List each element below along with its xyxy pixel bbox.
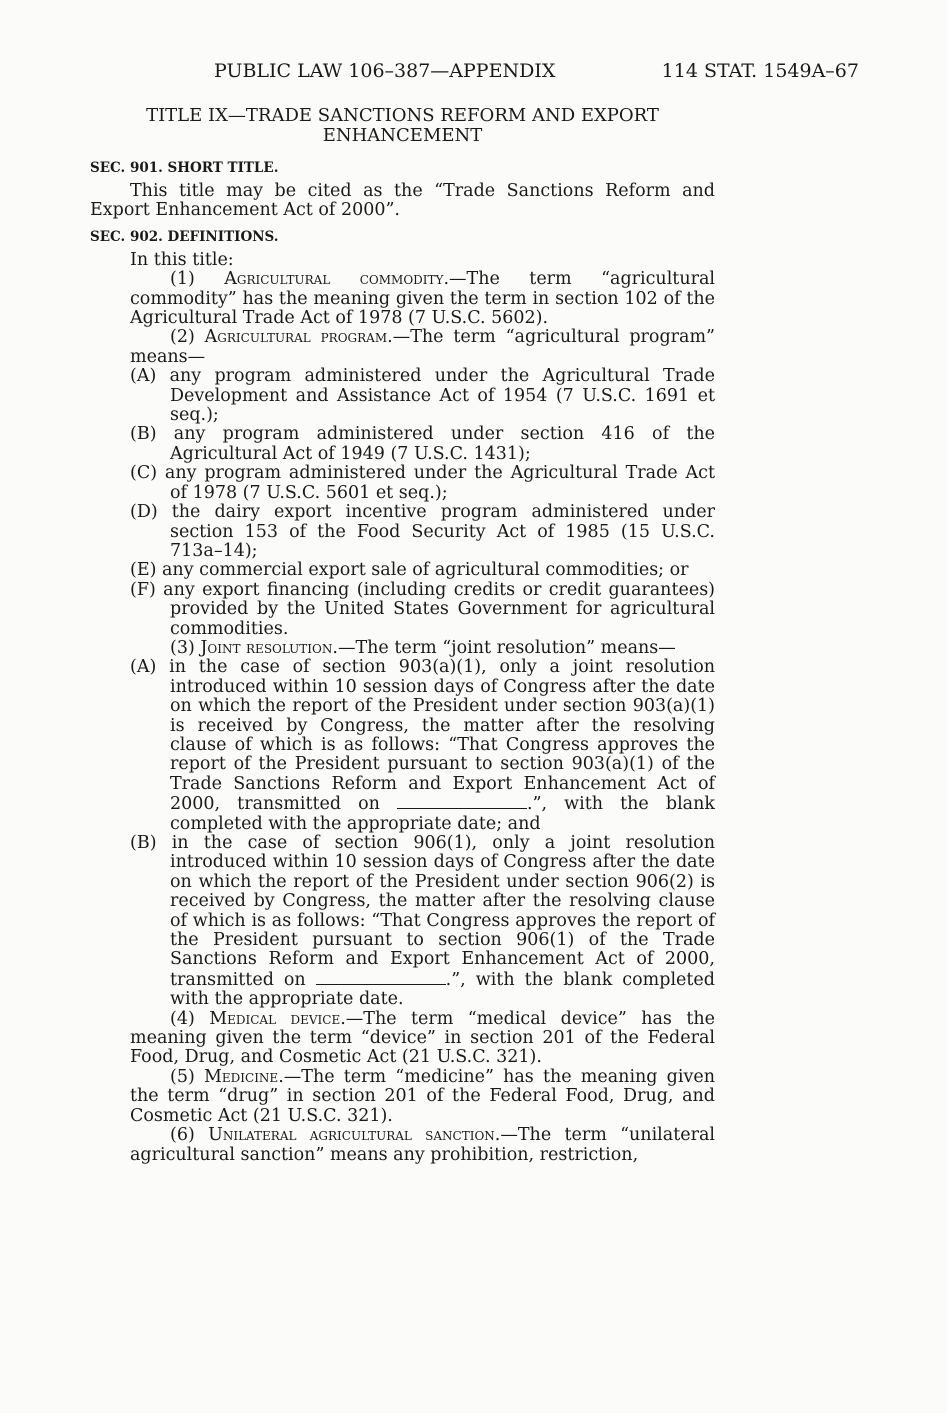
title-line-2: ENHANCEMENT <box>322 125 483 146</box>
definition-3: (3) Joint resolution.—The term “joint resolution” means— <box>170 637 676 658</box>
definition-2: (2) Agricultural program.—The term “agricultural program” means— <box>130 327 715 367</box>
definition-term: Medical device. <box>209 1008 346 1029</box>
definition-6: (6) Unilateral agricultural sanction.—The term “unilateral agricultural sanction” means any prohibition, restriction, <box>130 1125 715 1165</box>
definition-2-B: (B) any program administered under section 416 of the Agricultural Act of 1949 (7 U.S.C. 1431); <box>130 424 715 464</box>
definition-1: (1) Agricultural commodity.—The term “agricultural commodity” has the meaning given the term in section 102 of the Agricultural Trade Act of 1978 (7 U.S.C. 5602). <box>130 269 715 329</box>
definition-4: (4) Medical device.—The term “medical device” has the meaning given the term “device” in section 201 of the Federal Food, Drug, and Cosmetic Act (21 U.S.C. 321). <box>130 1008 715 1068</box>
definition-5: (5) Medicine.—The term “medicine” has the meaning given the term “drug” in section 201 of the Federal Food, Drug, and Cosmetic Act (21 U.S.C. 321). <box>130 1066 715 1126</box>
definition-2-A: (A) any program administered under the Agricultural Trade Development and Assistance Act of 1954 (7 U.S.C. 1691 et seq.); <box>130 366 715 426</box>
definition-2-D: (D) the dairy export incentive program administered under section 153 of the Food Security Act of 1985 (15 U.S.C. 713a–14); <box>130 502 715 561</box>
law-citation: PUBLIC LAW 106–387—APPENDIX <box>214 60 556 82</box>
definition-term: Medicine. <box>203 1066 284 1087</box>
definition-2-C: (C) any program administered under the Agricultural Trade Act of 1978 (7 U.S.C. 5601 et seq.); <box>130 463 715 503</box>
definition-2-E: (E) any commercial export sale of agricultural commodities; or <box>130 560 689 581</box>
definition-term: Agricultural program. <box>204 327 393 348</box>
definition-term: Unilateral agricultural sanction. <box>208 1125 501 1146</box>
definition-3-A: (A) in the case of section 903(a)(1), only a joint resolution introduced within 10 session days of Congress after the date on which the report of the President under section 903(a)(1) is received by Congress, the matter after the resolving clause of which is as follows: “That Congress approves the report of the President pursuant to section 903(a)(1) of the Trade Sanctions Reform and Export Enhancement Act of 2000, transmitted on .”, with the blank completed with the appropriate date; and <box>130 657 715 834</box>
definition-term: Joint resolution. <box>200 637 338 658</box>
stat-page-number: 114 STAT. 1549A–67 <box>661 60 859 82</box>
running-head <box>214 60 859 88</box>
title-line-1: TITLE IX—TRADE SANCTIONS REFORM AND EXPORT <box>146 105 659 126</box>
section-901-text: This title may be cited as the “Trade Sanctions Reform and Export Enhancement Act of 2000”. <box>90 181 715 221</box>
definition-3-B: (B) in the case of section 906(1), only a joint resolution introduced within 10 session days of Congress after the date on which the report of the President under section 906(2) is received by Congress, the matter after the resolving clause of which is as follows: “That Congress approves the report of the President pursuant to section 906(1) of the Trade Sanctions Reform and Export Enhancement Act of 2000, transmitted on .”, with the blank completed with the appropriate date. <box>130 833 715 1010</box>
title-heading <box>90 106 715 146</box>
text-column <box>90 106 715 1165</box>
section-902-intro: In this title: <box>130 249 234 270</box>
definition-term: Agricultural commodity. <box>224 269 450 290</box>
date-blank <box>397 794 527 809</box>
section-901-heading: SEC. 901. SHORT TITLE. <box>90 160 279 176</box>
section-902-heading: SEC. 902. DEFINITIONS. <box>90 228 279 245</box>
definition-2-F: (F) any export financing (including credits or credit guarantees) provided by the United States Government for agricultural commodities. <box>130 579 715 639</box>
date-blank <box>316 970 446 985</box>
